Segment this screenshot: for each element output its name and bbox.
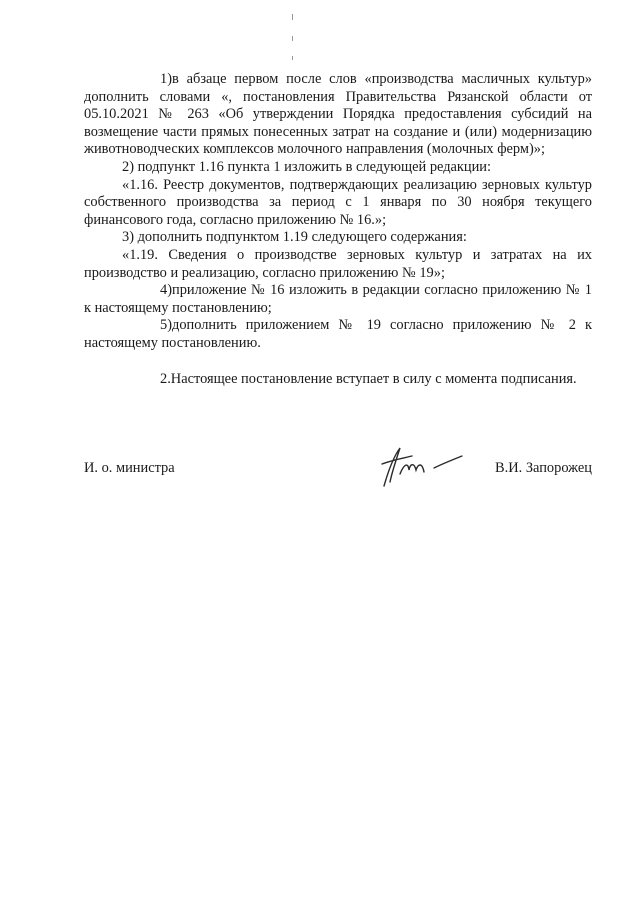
item-text: «1.16. Реестр документов, подтверждающих реализацию зерновых культур собственного производства за период с 1 января по 30 ноября текущего финансового года, согласно приложению № 16.»; — [84, 176, 592, 228]
item-text: в абзаце первом после слов «производства масличных культур» дополнить словами «, постановления Правительства Рязанской области от 05.10.2021 № 263 «Об утверждении Порядка предоставления субсидий на возмещение части прямых понесенных затрат на создание и (или) модернизацию животноводческих комплексов молочного направления (молочных ферм)»; — [84, 71, 592, 158]
list-item — [84, 282, 592, 317]
list-item — [84, 159, 592, 177]
point-text: Настоящее постановление вступает в силу с момента подписания. — [170, 370, 577, 387]
list-item — [84, 229, 592, 247]
list-item — [84, 317, 592, 352]
quote-paragraph — [84, 177, 592, 230]
item-text: дополнить подпунктом 1.19 следующего содержания: — [137, 229, 467, 246]
handwritten-signature — [376, 442, 476, 490]
item-text: дополнить приложением № 19 согласно приложению № 2 к настоящему постановлению. — [84, 317, 592, 351]
item-number: 3) — [122, 229, 134, 246]
item-text: приложение № 16 изложить в редакции согласно приложению № 1 к настоящему постановлению; — [84, 282, 592, 316]
item-text: подпункт 1.16 пункта 1 изложить в следующей редакции: — [137, 158, 492, 175]
list-item — [84, 71, 592, 159]
signer-position: И. о. министра — [84, 460, 175, 476]
quote-paragraph — [84, 247, 592, 282]
item-number: 5) — [160, 317, 172, 334]
item-number: 2) — [122, 158, 134, 175]
document-body — [84, 71, 592, 388]
item-number: 4) — [160, 282, 172, 299]
item-text: «1.19. Сведения о производстве зерновых культур и затратах на их производство и реализацию, согласно приложению № 19»; — [84, 246, 592, 281]
point-number: 2. — [160, 370, 171, 387]
scan-mark — [292, 56, 293, 60]
item-number: 1) — [160, 71, 172, 87]
point-2 — [84, 371, 592, 389]
scan-mark — [292, 36, 293, 41]
signer-name: В.И. Запорожец — [495, 460, 592, 476]
scan-mark — [292, 14, 293, 20]
